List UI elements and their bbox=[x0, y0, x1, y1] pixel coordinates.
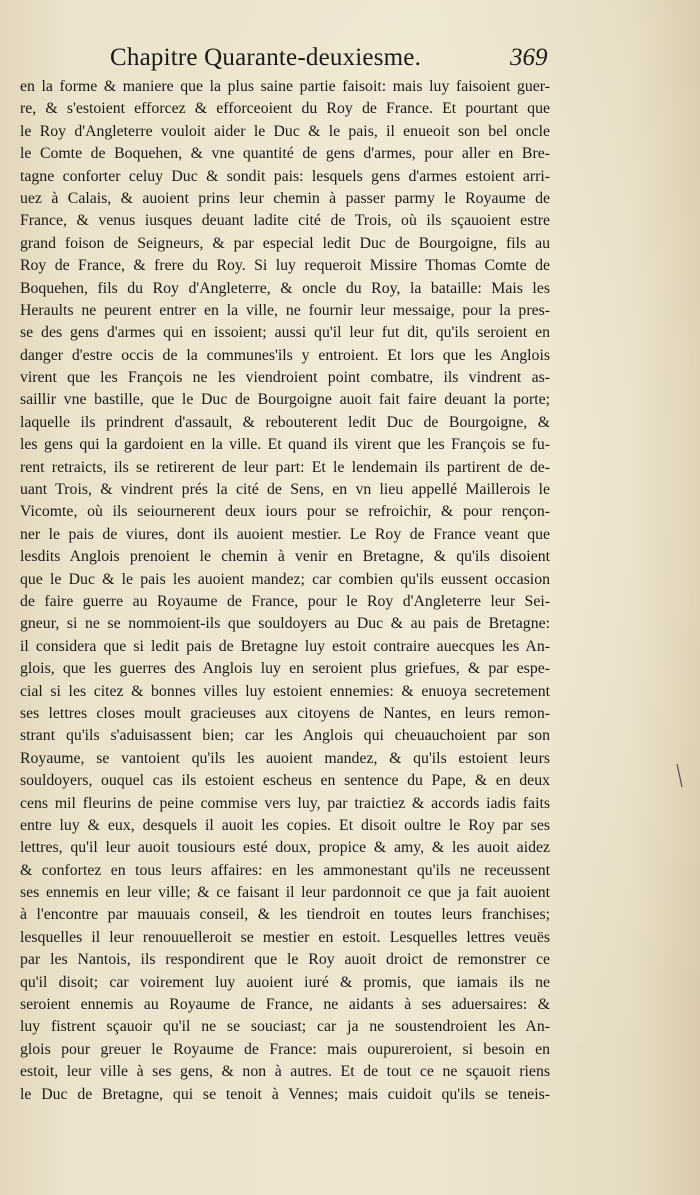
text-line: virent que les François ne les viendroient point combatre, ils vindrent as- bbox=[20, 369, 550, 387]
text-line: Roy de France, & frere du Roy. Si luy requeroit Missire Thomas Comte de bbox=[20, 257, 550, 275]
text-line: il considera que si ledit pais de Bretagne luy estoit contraire auecques les An- bbox=[20, 637, 550, 655]
text-line: par les Nantois, ils respondirent que le Roy auoit droict de remonstrer ce bbox=[20, 951, 550, 969]
text-line: grand foison de Seigneurs, & par especial ledit Duc de Bourgoigne, fils au bbox=[20, 234, 550, 252]
running-head: Chapitre Quarante-deuxiesme. bbox=[110, 44, 422, 71]
text-line: Heraults ne peurent entrer en la ville, ne fournir leur messaige, pour la pres- bbox=[20, 301, 550, 319]
text-line: lesdits Anglois prenoient le chemin à venir en Bretagne, & qu'ils disoient bbox=[20, 548, 550, 566]
text-line: re, & s'estoient efforcez & efforceoient du Roy de France. Et pourtant que bbox=[20, 100, 550, 118]
text-line: Royaume, se vantoient qu'ils les auoient mandez, & qu'ils estoient leurs bbox=[20, 749, 550, 767]
text-line: & confortez en tous leurs affaires: en les ammonestant qu'ils ne receussent bbox=[20, 861, 550, 879]
text-line: le Comte de Boquehen, & vne quantité de gens d'armes, pour aller en Bre- bbox=[20, 145, 550, 163]
text-line: Boquehen, fils du Roy d'Angleterre, & oncle du Roy, la bataille: Mais les bbox=[20, 279, 550, 297]
text-line: cens mil fleurins de peine commise vers luy, par traictiez & accords iadis faits bbox=[20, 794, 550, 812]
text-line: tagne conforter celuy Duc & sondit pais: lesquels gens d'armes estoient arri- bbox=[20, 167, 550, 185]
text-line: le Duc de Bretagne, qui se tenoit à Vennes; mais cuidoit qu'ils se teneis- bbox=[20, 1085, 550, 1103]
text-line: lettres, qu'il leur auoit tousiours esté doux, propice & amy, & les auoit aidez bbox=[20, 839, 550, 857]
text-line: glois pour greuer le Royaume de France: mais oupureroient, si besoin en bbox=[20, 1040, 550, 1058]
text-line: uant Trois, & vindrent prés la cité de Sens, en vn lieu appellé Maillerois le bbox=[20, 481, 550, 499]
text-line: à l'encontre par mauuais conseil, & les tiendroit en toutes leurs franchises; bbox=[20, 906, 550, 924]
text-line: les gens qui la gardoient en la ville. Et quand ils virent que les François se fu- bbox=[20, 436, 550, 454]
text-line: gneur, si ne se nommoient-ils que souldoyers au Duc & au pais de Bretagne: bbox=[20, 615, 550, 633]
text-line: en la forme & maniere que la plus saine partie faisoit: mais luy faisoient guer- bbox=[20, 78, 550, 95]
text-line: laquelle ils prindrent d'assault, & rebouterent ledit Duc de Bourgoigne, & bbox=[20, 413, 550, 431]
text-line: ses ennemis en leur ville; & ce faisant il leur pardonnoit ce que ja fait auoient bbox=[20, 884, 550, 902]
text-line: qu'il disoit; car voirement luy auoient iuré & promis, que iamais ils ne bbox=[20, 973, 550, 991]
text-line: France, & venus iusques deuant ladite cité de Trois, où ils sçauoient estre bbox=[20, 212, 550, 230]
text-line: glois, que les guerres des Anglois luy en seroient plus griefues, & par espe- bbox=[20, 660, 550, 678]
text-line: se des gens d'armes qui en issoient; aussi qu'il leur fut dit, qu'ils seroient en bbox=[20, 324, 550, 342]
text-line: que le Duc & le pais les auoient mandez; car combien qu'ils eussent occasion bbox=[20, 570, 550, 588]
text-line: cial si les citez & bonnes villes luy estoient ennemies: & enuoya secretement bbox=[20, 682, 550, 700]
text-line: saillir vne bastille, que le Duc de Bourgoigne auoit fait faire deuant la porte; bbox=[20, 391, 550, 409]
text-line: danger d'estre occis de la communes'ils y entroient. Et lors que les Anglois bbox=[20, 346, 550, 364]
text-line: strant qu'ils s'aduisassent bien; car les Anglois qui cheuauchoient par son bbox=[20, 727, 550, 745]
margin-mark-icon bbox=[676, 763, 684, 789]
text-line: seroient ennemis au Royaume de France, ne aidants à ses aduersaires: & bbox=[20, 996, 550, 1014]
body-text bbox=[20, 76, 550, 1106]
text-line: estoit, leur ville à ses gens, & non à autres. Et de tout ce ne sçauoit riens bbox=[20, 1063, 550, 1081]
margin-mark bbox=[676, 763, 684, 789]
text-line: luy fistrent sçauoir qu'il ne se souciast; car ja ne soustendroient les An- bbox=[20, 1018, 550, 1036]
text-line: lesquelles il leur renouuelleroit se mestier en estoit. Lesquelles lettres veuës bbox=[20, 928, 550, 946]
text-line: de faire guerre au Royaume de France, pour le Roy d'Angleterre leur Sei- bbox=[20, 592, 550, 610]
text-line: rent retraicts, ils se retirerent de leur part: Et le lendemain ils partirent de de- bbox=[20, 458, 550, 476]
page-number: 369 bbox=[510, 44, 548, 71]
text-line: Vicomte, où ils seiournerent deux iours pour se refroichir, & pour rençon- bbox=[20, 503, 550, 521]
text-line: ner le pais de viures, dont ils auoient mestier. Le Roy de France veant que bbox=[20, 525, 550, 543]
text-line: souldoyers, ouquel cas ils estoient escheus en sentence du Pape, & en deux bbox=[20, 772, 550, 790]
text-line: entre luy & eux, desquels il auoit les copies. Et disoit oultre le Roy par ses bbox=[20, 816, 550, 834]
text-line: le Roy d'Angleterre vouloit aider le Duc & le pais, il enueoit son bel oncle bbox=[20, 122, 550, 140]
text-line: uez à Calais, & auoient prins leur chemin à passer parmy le Royaume de bbox=[20, 189, 550, 207]
text-line: ses lettres closes moult gracieuses aux citoyens de Nantes, en leurs remon- bbox=[20, 704, 550, 722]
